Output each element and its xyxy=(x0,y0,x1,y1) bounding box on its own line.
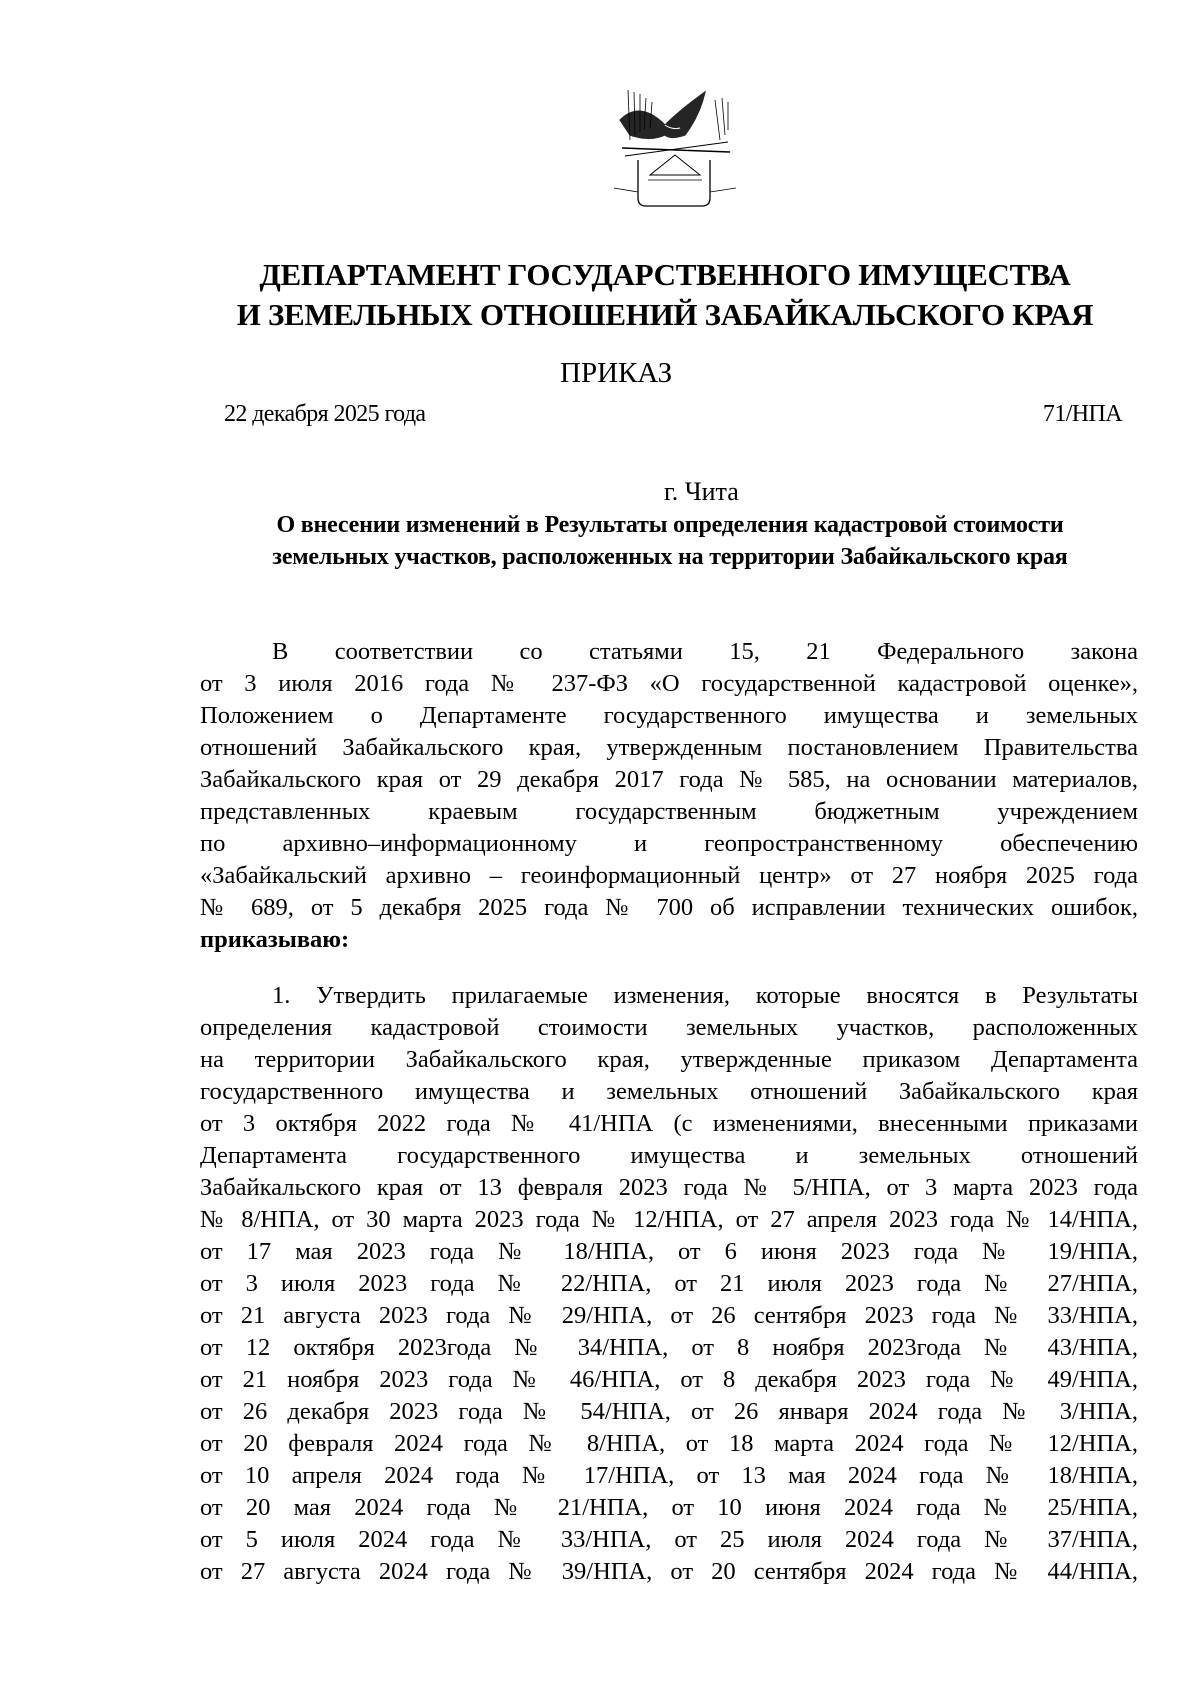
document-subject-line1: О внесении изменений в Результаты определения кадастровой стоимости xyxy=(276,512,1064,538)
item1-line: № 8/НПА, от 30 марта 2023 года № 12/НПА, от 27 апреля 2023 года № 14/НПА, xyxy=(200,1206,1138,1233)
preamble-line: В соответствии со статьями 15, 21 Федерального закона xyxy=(272,638,1138,665)
preamble-line: представленных краевым государственным бюджетным учреждением xyxy=(200,798,1138,825)
item1-line: от 10 апреля 2024 года № 17/НПА, от 13 мая 2024 года № 18/НПА, xyxy=(200,1462,1138,1489)
item1-line: от 26 декабря 2023 года № 54/НПА, от 26 января 2024 года № 3/НПА, xyxy=(200,1398,1138,1425)
preamble-line: «Забайкальский архивно – геоинформационный центр» от 27 ноября 2025 года xyxy=(200,862,1138,889)
item1-line: на территории Забайкальского края, утвержденные приказом Департамента xyxy=(200,1046,1138,1073)
item1-line: от 5 июля 2024 года № 33/НПА, от 25 июля 2024 года № 37/НПА, xyxy=(200,1526,1138,1553)
item1-line: от 21 ноября 2023 года № 46/НПА, от 8 декабря 2023 года № 49/НПА, xyxy=(200,1366,1138,1393)
preamble-line: Забайкальского края от 29 декабря 2017 года № 585, на основании материалов, xyxy=(200,766,1138,793)
item1-line: от 3 октября 2022 года № 41/НПА (с изменениями, внесенными приказами xyxy=(200,1110,1138,1137)
emblem-icon xyxy=(610,80,740,210)
item1-line: 1. Утвердить прилагаемые изменения, которые вносятся в Результаты xyxy=(272,982,1138,1009)
preamble-line: № 689, от 5 декабря 2025 года № 700 об исправлении технических ошибок, xyxy=(200,894,1138,921)
preamble-line: отношений Забайкальского края, утвержденным постановлением Правительства xyxy=(200,734,1138,761)
document-city: г. Чита xyxy=(664,477,739,506)
preamble-closing: приказываю: xyxy=(200,926,350,953)
item1-line: Департамента государственного имущества и земельных отношений xyxy=(200,1142,1138,1169)
department-name-line1: ДЕПАРТАМЕНТ ГОСУДАРСТВЕННОГО ИМУЩЕСТВА xyxy=(259,257,1071,292)
item1-line: государственного имущества и земельных отношений Забайкальского края xyxy=(200,1078,1138,1105)
item1-line: от 27 августа 2024 года № 39/НПА, от 20 сентября 2024 года № 44/НПА, xyxy=(200,1558,1138,1585)
item1-line: определения кадастровой стоимости земельных участков, расположенных xyxy=(200,1014,1138,1041)
document-date: 22 декабря 2025 года xyxy=(224,401,426,427)
item1-line: от 17 мая 2023 года № 18/НПА, от 6 июня 2023 года № 19/НПА, xyxy=(200,1238,1138,1265)
document-number: 71/НПА xyxy=(1042,401,1122,427)
preamble-line: по архивно–информационному и геопространственному обеспечению xyxy=(200,830,1138,857)
item1-line: от 20 февраля 2024 года № 8/НПА, от 18 марта 2024 года № 12/НПА, xyxy=(200,1430,1138,1457)
preamble-line: Положением о Департаменте государственного имущества и земельных xyxy=(200,702,1138,729)
item1-line: от 12 октября 2023года № 34/НПА, от 8 ноября 2023года № 43/НПА, xyxy=(200,1334,1138,1361)
coat-of-arms-emblem xyxy=(610,80,740,210)
document-subject-line2: земельных участков, расположенных на территории Забайкальского края xyxy=(272,544,1068,570)
preamble-line: от 3 июля 2016 года № 237-ФЗ «О государственной кадастровой оценке», xyxy=(200,670,1138,697)
item1-line: от 3 июля 2023 года № 22/НПА, от 21 июля 2023 года № 27/НПА, xyxy=(200,1270,1138,1297)
item1-line: от 20 мая 2024 года № 21/НПА, от 10 июня 2024 года № 25/НПА, xyxy=(200,1494,1138,1521)
item1-line: Забайкальского края от 13 февраля 2023 года № 5/НПА, от 3 марта 2023 года xyxy=(200,1174,1138,1201)
department-name-line2: И ЗЕМЕЛЬНЫХ ОТНОШЕНИЙ ЗАБАЙКАЛЬСКОГО КРАЯ xyxy=(236,297,1094,332)
item1-line: от 21 августа 2023 года № 29/НПА, от 26 сентября 2023 года № 33/НПА, xyxy=(200,1302,1138,1329)
document-type: ПРИКАЗ xyxy=(560,357,673,389)
